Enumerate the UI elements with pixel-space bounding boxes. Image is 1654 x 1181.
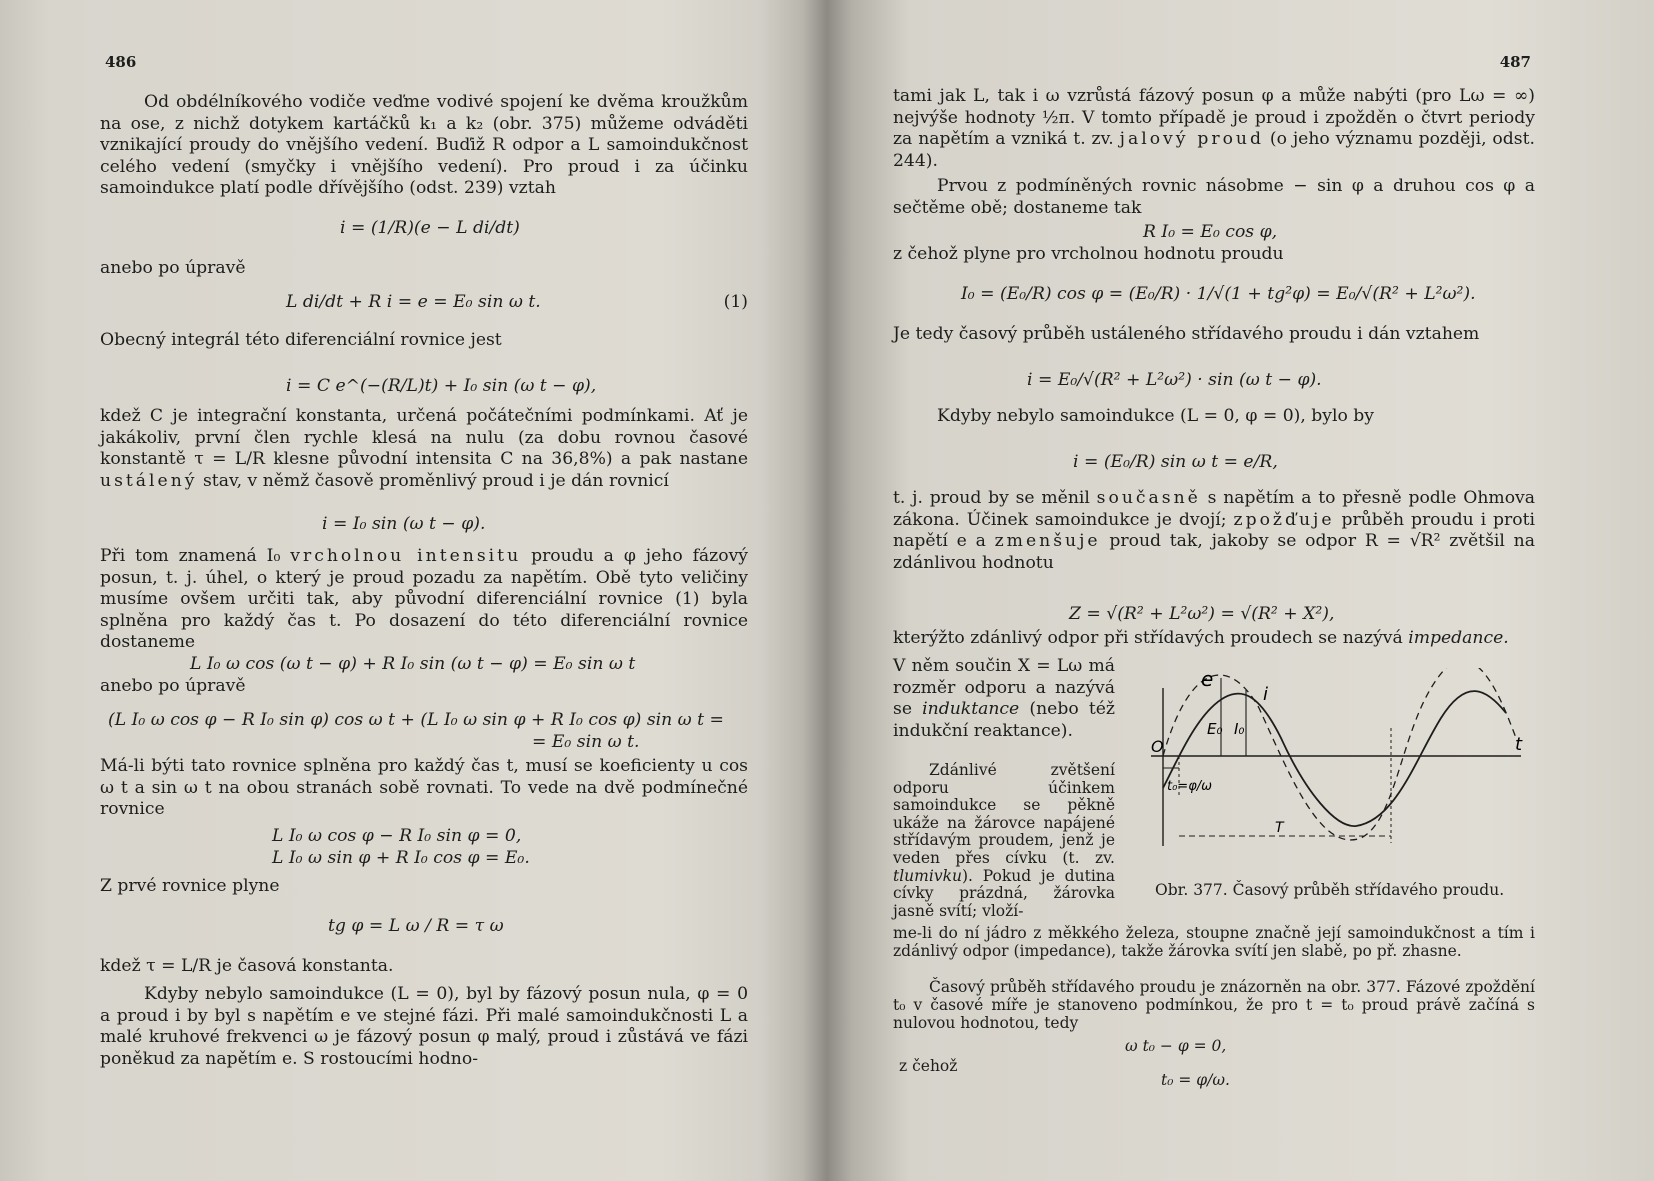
paragraph	[100, 406, 748, 492]
equation-number: (1)	[723, 292, 748, 312]
text-span: kterýžto zdánlivý odpor při střídavých proudech se nazývá	[893, 628, 1403, 648]
text-span: proudu a φ jeho fázový posun, t. j. úhel, o který je proud pozadu za napětím. Obě tyto veličiny musíme ovšem určiti tak, aby původní diferenciální rovnice (1) byla splněna pro každý čas t. Po dosazení do této diferenciální rovnice dostaneme	[100, 546, 748, 653]
equation: i = I₀ sin (ω t − φ).	[322, 514, 486, 534]
label-I0: I₀	[1234, 720, 1245, 738]
text-line: anebo po úpravě	[100, 676, 246, 696]
label-t0: t₀=φ/ω	[1167, 779, 1213, 794]
text-span: ). Pokud je dutina cívky prázdná, žárovka jasně svítí; vloží-	[893, 866, 1115, 920]
spaced-term: ustálený	[100, 470, 198, 491]
paragraph	[893, 488, 1535, 574]
paragraph	[893, 628, 1535, 650]
italic-term: induktance	[922, 699, 1020, 720]
text-line: Je tedy časový průběh ustáleného střídavého proudu i dán vztahem	[893, 324, 1480, 344]
label-t: t	[1515, 734, 1523, 755]
paragraph: Kdyby nebylo samoindukce (L = 0), byl by fázový posun nula, φ = 0 a proud i by byl s napětím e ve stejné fázi. Při malé samoindukčnosti L a malé kruhové frekvenci ω je fázový posun φ malý, proud i zůstává ve fázi poněkud za napětím e. S rostoucími hodno-	[100, 984, 748, 1069]
label-E0: E₀	[1207, 720, 1223, 738]
equation: (L I₀ ω cos φ − R I₀ sin φ) cos ω t + (L I₀ ω sin φ + R I₀ cos φ) sin ω t =	[108, 710, 724, 730]
text-line: Kdyby nebylo samoindukce (L = 0, φ = 0), bylo by	[937, 406, 1374, 426]
equation: i = C e^(−(R/L)t) + I₀ sin (ω t − φ),	[286, 376, 597, 396]
label-T: T	[1275, 820, 1284, 836]
text-span: (o jeho významu později, odst. 244).	[893, 129, 1535, 171]
equation: L di/dt + R i = e = E₀ sin ω t.	[286, 292, 541, 312]
equation: t₀ = φ/ω.	[1161, 1071, 1230, 1089]
italic-term: tlumivku	[893, 866, 962, 885]
equation: Z = √(R² + L²ω²) = √(R² + X²),	[1069, 604, 1335, 624]
page-number: 487	[1499, 53, 1531, 71]
figure-caption: Obr. 377. Časový průběh střídavého proudu.	[1155, 881, 1505, 899]
equation: i = E₀/√(R² + L²ω²) · sin (ω t − φ).	[1027, 370, 1322, 390]
label-O: O	[1151, 737, 1164, 756]
italic-term: impedance.	[1408, 628, 1509, 648]
right-page	[893, 0, 1535, 1181]
text-span: tami jak L, tak i ω vzrůstá fázový posun φ a může nabýti (pro Lω = ∞) nejvýše hodnoty ½π. V tomto případě je proud i zpožděn o čtvrt periody za napětím a vzniká t. zv.	[893, 86, 1535, 150]
text-span: (nebo též indukční reaktance).	[893, 699, 1115, 741]
text-span: stav, v němž časově proměnlivý proud i je dán rovnicí	[202, 470, 669, 491]
equation: ω t₀ − φ = 0,	[1125, 1037, 1227, 1055]
text-span: průběh proudu i proti napětí e a	[893, 509, 1535, 552]
paragraph	[893, 86, 1535, 172]
equation: tg φ = L ω / R = τ ω	[328, 916, 504, 936]
equation: i = (1/R)(e − L di/dt)	[340, 218, 520, 238]
spaced-term: vrcholnou intensitu	[290, 546, 522, 566]
paragraph: me-li do ní jádro z měkkého železa, stoupne značně její samoindukčnost a tím i zdánlivý odpor (impedance), takže žárovka svítí jen slabě, po př. zhasne.	[893, 924, 1535, 960]
equation: L I₀ ω sin φ + R I₀ cos φ = E₀.	[272, 848, 530, 868]
spaced-term: zmenšuje	[994, 531, 1101, 552]
spaced-term: současně	[1096, 488, 1201, 508]
paragraph	[100, 546, 748, 654]
label-i: i	[1263, 684, 1269, 705]
equation: R I₀ = E₀ cos φ,	[1143, 222, 1278, 242]
wrapped-paragraph	[893, 656, 1115, 742]
text-line: z čehož plyne pro vrcholnou hodnotu proudu	[893, 244, 1284, 264]
page-number: 486	[105, 53, 137, 71]
equation: I₀ = (E₀/R) cos φ = (E₀/R) · 1/√(1 + tg²φ) = E₀/√(R² + L²ω²).	[961, 284, 1476, 304]
text-span: Zdánlivé zvětšení odporu účinkem samoindukce se pěkně ukáže na žárovce napájené střídavým proudem, jenž je veden přes cívku (t. zv.	[893, 761, 1115, 867]
text-line: kdež τ = L/R je časová konstanta.	[100, 956, 394, 976]
text-line: anebo po úpravě	[100, 258, 246, 278]
spaced-term: jalový proud	[1119, 129, 1264, 150]
spaced-term: zpožďuje	[1233, 509, 1335, 530]
text-span: V něm součin X = Lω má rozměr odporu a nazývá se	[893, 656, 1115, 720]
text-span: kdež C je integrační konstanta, určená počátečními podmínkami. Ať je jakákoliv, první člen rychle klesá na nulu (za dobu rovnou časové konstantě τ = L/R klesne původní intensita C na 36,8%) a pak nastane	[100, 406, 748, 470]
figure-377-sine-diagram	[1151, 668, 1531, 868]
text-line: z čehož	[899, 1057, 958, 1075]
paragraph: Prvou z podmíněných rovnic násobme − sin φ a druhou cos φ a sečtěme obě; dostaneme tak	[893, 176, 1535, 218]
equation: L I₀ ω cos (ω t − φ) + R I₀ sin (ω t − φ) = E₀ sin ω t	[190, 654, 636, 674]
current-curve	[1163, 691, 1506, 826]
paragraph: Od obdélníkového vodiče veďme vodivé spojení ke dvěma kroužkům na ose, z nichž dotykem kartáčků k₁ a k₂ (obr. 375) můžeme odváděti vznikající proudy do vnějšího vedení. Buďiž R odpor a L samoindukčnost celého vedení (smyčky i vnějšího vedení). Pro proud i za účinku samoindukce platí podle dřívějšího (odst. 239) vztah	[100, 92, 748, 199]
text-span: t. j. proud by se měnil	[893, 488, 1090, 508]
equation: L I₀ ω cos φ − R I₀ sin φ = 0,	[272, 826, 522, 846]
paragraph: Obecný integrál této diferenciální rovnice jest	[100, 330, 502, 350]
equation: i = (E₀/R) sin ω t = e/R,	[1073, 452, 1278, 472]
left-page	[100, 0, 748, 1181]
label-e: e	[1201, 668, 1214, 691]
text-span: Při tom znamená I₀	[100, 546, 281, 566]
text-span: proud tak, jakoby se odpor R = √R² zvětšil na zdánlivou hodnotu	[893, 531, 1535, 573]
paragraph: Časový průběh střídavého proudu je znázorněn na obr. 377. Fázové zpoždění t₀ v časové míře je stanoveno podmínkou, že pro t = t₀ proud právě začíná s nulovou hodnotou, tedy	[893, 978, 1535, 1032]
text-span: s napětím a to přesně podle Ohmova zákona. Účinek samoindukce je dvojí;	[893, 488, 1536, 530]
text-line: Z prvé rovnice plyne	[100, 876, 280, 896]
paragraph: Má-li býti tato rovnice splněna pro každý čas t, musí se koeficienty u cos ω t a sin ω t na obou stranách sobě rovnati. To vede na dvě podmínečné rovnice	[100, 756, 748, 820]
equation: = E₀ sin ω t.	[532, 732, 640, 752]
wrapped-paragraph	[893, 762, 1115, 920]
